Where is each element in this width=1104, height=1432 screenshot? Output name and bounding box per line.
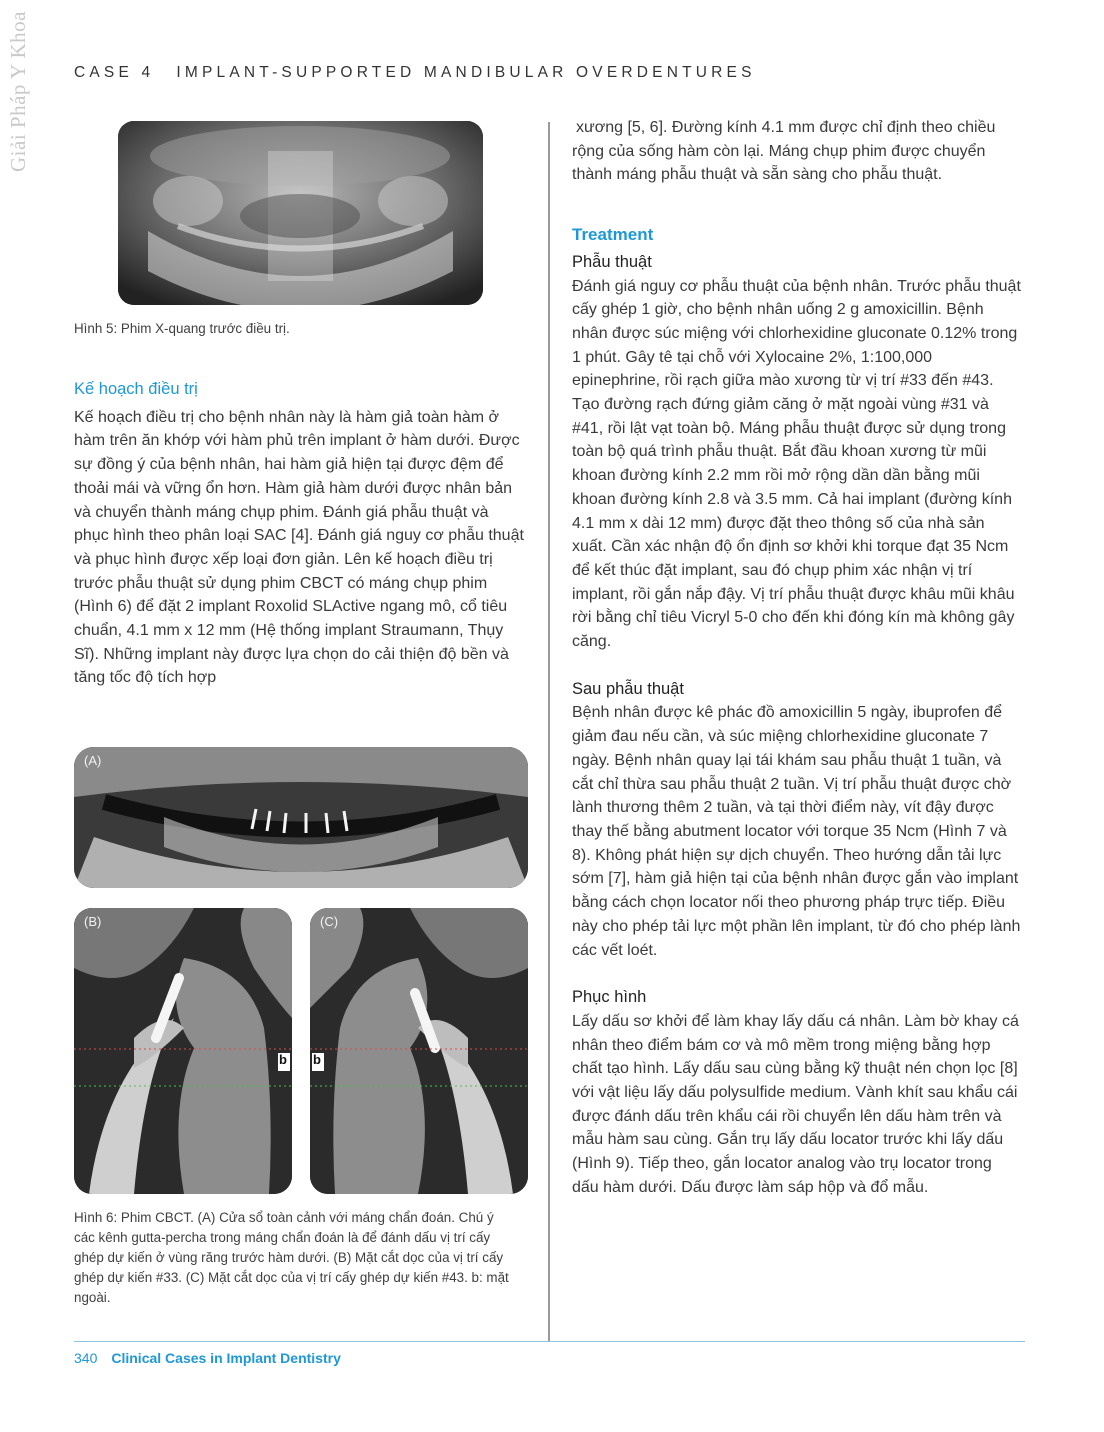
- surgery-body: Đánh giá nguy cơ phẫu thuật của bệnh nhân. Trước phẫu thuật cấy ghép 1 giờ, cho bệnh nhân uống 2 g amoxicillin. Bệnh nhân được súc miệng với chlorhexidine gluconate 0.12% trong 1 phút. Gây tê tại chỗ với Xylocaine 2%, 1:100,000 epinephrine, rồi rạch giữa mào xương từ vị trí #33 đến #43. Tạo đường rạch đứng giảm căng ở mặt ngoài vùng #31 và #41, rồi lật vạt toàn bộ. Máng phẫu thuật được sử dụng trong toàn bộ quá trình phẫu thuật. Bắt đầu khoan xương từ mũi khoan đường kính 2.2 mm rồi mở rộng dần dần bằng mũi khoan đường kính 2.8 và 3.5 mm. Cả hai implant (đường kính 4.1 mm x dài 12 mm) được đặt theo thông số của nhà sản xuất. Cần xác nhận độ ổn định sơ khởi khi torque đạt 35 Ncm để kết thúc đặt implant, sau đó chụp phim xác nhận vị trí implant, rồi gắn nắp đậy. Vị trí phẫu thuật được khâu mũi khâu rời bằng chỉ tiêu Vicryl 5-0 cho đến khi đóng kín mà không gây căng.: [572, 277, 1021, 651]
- treatment-plan-body: Kế hoạch điều trị cho bệnh nhân này là hàm giả toàn hàm ở hàm trên ăn khớp với hàm phủ trên implant ở hàm dưới. Được sự đồng ý của bệnh nhân, hai hàm giả hiện tại được đệm để thoải mái và vững ổn hơn. Hàm giả hàm dưới được nhân bản và chuyển thành máng chụp phim. Đánh giá phẫu thuật và phục hình theo phân loại SAC [4]. Đánh giá nguy cơ phẫu thuật và phục hình được xếp loại đơn giản. Lên kế hoạch điều trị trước phẫu thuật sử dụng phim CBCT có máng chụp phim (Hình 6) để đặt 2 implant Roxolid SLActive ngang mô, cổ tiêu chuẩn, 4.1 mm x 12 mm (Hệ thống implant Straumann, Thụy Sĩ). Những implant này được lựa chọn do cải thiện độ bền và tăng tốc độ tích hợp: [74, 408, 524, 687]
- xray-image: [118, 121, 483, 305]
- figure-6a-cbct-panoramic: [74, 747, 528, 888]
- chapter-title: IMPLANT-SUPPORTED MANDIBULAR OVERDENTURES: [176, 64, 756, 81]
- figure-6-caption: Hình 6: Phim CBCT. (A) Cửa sổ toàn cảnh với máng chẩn đoán. Chú ý các kênh gutta-percha trong máng chẩn đoán là để đánh dấu vị trí cấy ghép dự kiến ở vùng răng trước hàm dưới. (B) Mặt cắt dọc của vị trí cấy ghép dự kiến #33. (C) Mặt cắt dọc của vị trí cấy ghép dự kiến #43. b: mặt ngoài.: [74, 1210, 509, 1305]
- treatment-plan-heading: Kế hoạch điều trị: [74, 380, 198, 398]
- page-number: 340: [74, 1350, 98, 1366]
- panel-label-c: (C): [320, 914, 339, 929]
- panel-label-b: (B): [84, 914, 102, 929]
- right-column: [572, 116, 1022, 1200]
- continuation-text: xương [5, 6]. Đường kính 4.1 mm được chỉ định theo chiều rộng của sống hàm còn lại. Máng chụp phim được chuyển thành máng phẫu thuật và sẵn sàng cho phẫu thuật.: [572, 119, 996, 184]
- footer-rule: [74, 1341, 1025, 1342]
- prosthetic-body: Lấy dấu sơ khởi để làm khay lấy dấu cá nhân. Làm bờ khay cá nhân theo điểm bám cơ và mô mềm trong miệng bằng hợp chất tạo hình. Lấy dấu sau cùng bằng kỹ thuật nén chọn lọc [8] với vật liệu lấy dấu polysulfide medium. Vành khít sau khẩu cái được đánh dấu trên khẩu cái rồi chuyển lên dấu hàm trên và mẫu hàm sau cùng. Gắn trụ lấy dấu locator trước khi lấy dấu (Hình 9). Tiếp theo, gắn locator analog vào trụ locator trong dấu hàm dưới. Dấu được làm sáp hộp và đổ mẫu.: [572, 1012, 1019, 1196]
- panel-label-a: (A): [84, 753, 102, 768]
- figure-5-caption: Hình 5: Phim X-quang trước điều trị.: [74, 321, 290, 336]
- prosthetic-heading: Phục hình: [572, 988, 647, 1007]
- treatment-plan-section: [74, 378, 526, 690]
- page-footer: [74, 1350, 341, 1366]
- postop-body: Bệnh nhân được kê phác đồ amoxicillin 5 ngày, ibuprofen để giảm đau nếu cần, và súc miệng chlorhexidine gluconate 7 ngày. Bệnh nhân quay lại tái khám sau phẫu thuật 1 tuần, và cắt chỉ thừa sau phẫu thuật 2 tuần. Vị trí phẫu thuật được chờ lành thương thêm 2 tuần, và tại thời điểm này, vít đậy được thay thế bằng abutment locator với torque 35 Ncm (Hình 7 và 8). Không phát hiện sự dịch chuyển. Theo hướng dẫn tải lực sớm [7], hàm giả hiện tại của bệnh nhân được gắn vào implant bằng cách chọn locator nối theo phương pháp trực tiếp. Điều này cho phép tải lực một phần lên implant, từ đó cho phép lành các vết loét.: [572, 704, 1021, 959]
- running-head: [74, 64, 756, 82]
- cbct-panoramic-image: [74, 747, 528, 888]
- figure-6b-cbct-section-33: [74, 908, 292, 1194]
- treatment-heading: Treatment: [572, 225, 654, 245]
- cbct-section-c-image: [310, 908, 528, 1194]
- case-number: CASE 4: [74, 64, 155, 81]
- buccal-marker-c: b: [313, 1052, 321, 1067]
- cbct-section-b-image: [74, 908, 292, 1194]
- figure-6c-cbct-section-43: [310, 908, 528, 1194]
- watermark-text: Giải Pháp Y Khoa: [6, 11, 30, 172]
- watermark: [2, 10, 30, 180]
- figure-5-panoramic-xray: [118, 121, 483, 305]
- surgery-heading: Phẫu thuật: [572, 252, 652, 271]
- column-divider: [548, 122, 550, 1342]
- book-title: Clinical Cases in Implant Dentistry: [111, 1350, 341, 1366]
- postop-heading: Sau phẫu thuật: [572, 679, 684, 698]
- buccal-marker-b: b: [279, 1052, 287, 1067]
